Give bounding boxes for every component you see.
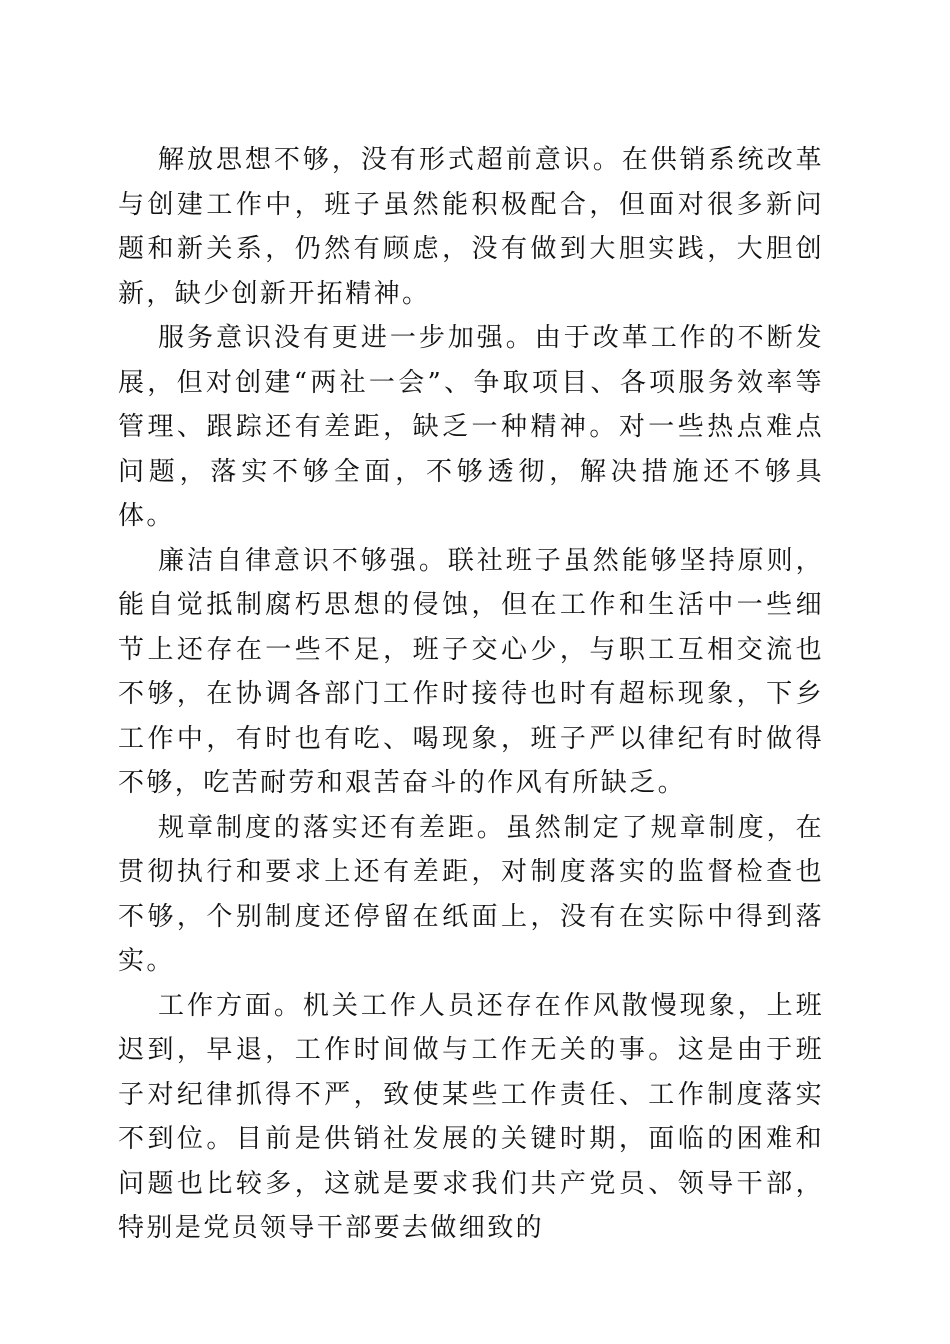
paragraph-work: 工作方面。机关工作人员还存在作风散慢现象，上班迟到，早退，工作时间做与工作无关的事。这是由于班子对纪律抓得不严，致使某些工作责任、工作制度落实不到位。目前是供销社发展的关键时期，面临的困难和问题也比较多，这就是要求我们共产党员、领导干部，特别是党员领导干部要去做细致的 (118, 990, 824, 1243)
document-body (118, 138, 824, 1251)
paragraph-ideology: 解放思想不够，没有形式超前意识。在供销系统改革与创建工作中，班子虽然能积极配合，但面对很多新问题和新关系，仍然有顾虑，没有做到大胆实践，大胆创新，缺少创新开拓精神。 (118, 145, 824, 309)
paragraph-integrity: 廉洁自律意识不够强。联社班子虽然能够坚持原则，能自觉抵制腐朽思想的侵蚀，但在工作和生活中一些细节上还存在一些不足，班子交心少，与职工互相交流也不够，在协调各部门工作时接待也时有超标现象，下乡工作中，有时也有吃、喝现象，班子严以律纪有时做得不够，吃苦耐劳和艰苦奋斗的作风有所缺乏。 (118, 545, 824, 798)
paragraph-regulations: 规章制度的落实还有差距。虽然制定了规章制度，在贯彻执行和要求上还有差距，对制度落实的监督检查也不够，个别制度还停留在纸面上，没有在实际中得到落实。 (118, 812, 824, 976)
paragraph-service: 服务意识没有更进一步加强。由于改革工作的不断发展，但对创建“两社一会”、争取项目、各项服务效率等管理、跟踪还有差距，缺乏一种精神。对一些热点难点问题，落实不够全面，不够透彻，解决措施还不够具体。 (118, 323, 824, 531)
